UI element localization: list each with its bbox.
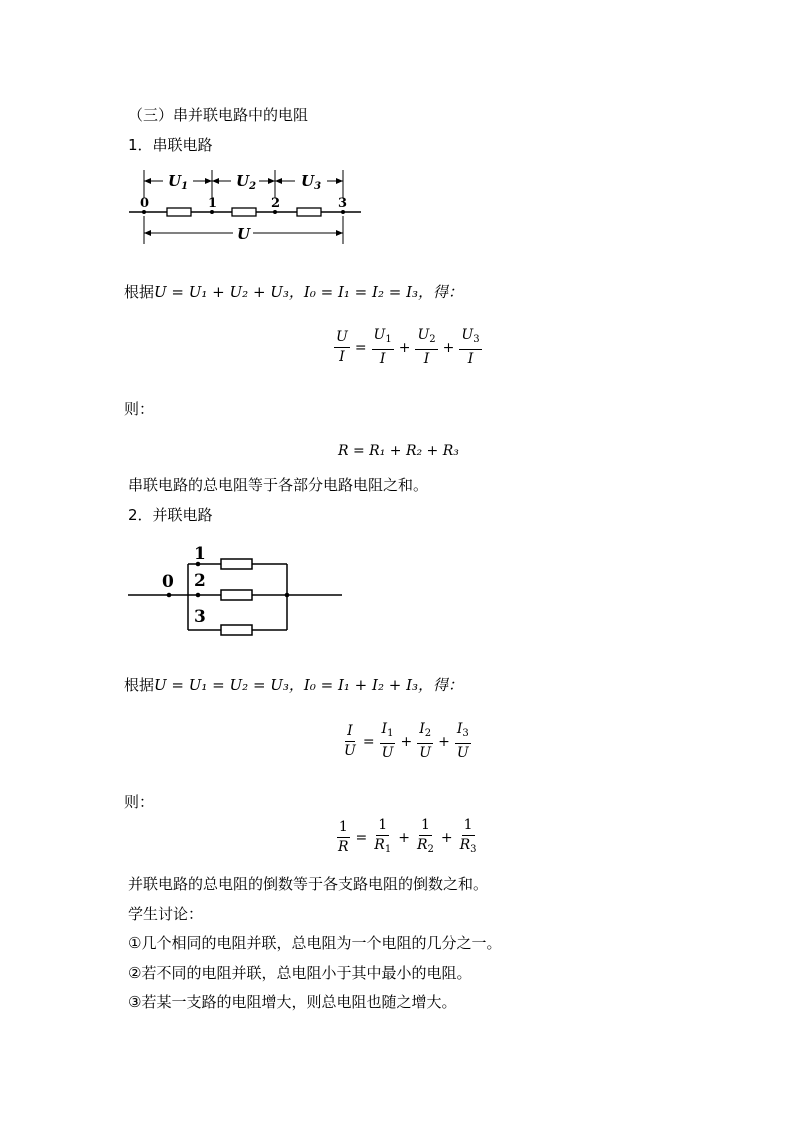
series-equation-2: R = R₁ + R₂ + R₃ (338, 443, 459, 459)
series-equation-1: $\frac{U}{I}$ = $\frac{U_1}{I}$ + $\frac{U_2}{I}$ + $\frac{U_3}{I}$ (336, 327, 480, 367)
parallel-then: 则： (124, 793, 155, 811)
series-resistor-1 (167, 208, 191, 216)
parallel-premise: 根据U = U₁ = U₂ = U₃，I₀ = I₁ + I₂ + I₃，得： (124, 676, 464, 694)
series-circuit-diagram (125, 162, 365, 248)
parallel-equation-2: $\frac{1}{R}$ = $\frac{1}{R_1}$ + $\frac{1}{R_2}$ + $\frac{1}{R_3}$ (338, 817, 477, 855)
parallel-node-2: 2 (194, 571, 206, 591)
series-resistor-2 (232, 208, 256, 216)
parallel-conclusion: 并联电路的总电阻的倒数等于各支路电阻的倒数之和。 (128, 875, 489, 893)
parallel-resistor-3 (221, 625, 252, 635)
discussion-item-3: ③若某一支路的电阻增大，则总电阻也随之增大。 (128, 993, 457, 1011)
u2-label: $U_2$ (236, 172, 257, 192)
parallel-resistor-1 (221, 559, 252, 569)
discussion-item-2: ②若不同的电阻并联，总电阻小于其中最小的电阻。 (128, 964, 472, 982)
series-node-0: 0 (140, 196, 150, 211)
total-u-label: U (237, 225, 251, 243)
discussion-item-1: ①几个相同的电阻并联，总电阻为一个电阻的几分之一。 (128, 934, 502, 952)
series-title: 1．串联电路 (128, 136, 213, 154)
series-premise: 根据U = U₁ + U₂ + U₃，I₀ = I₁ = I₂ = I₃，得： (124, 283, 464, 301)
section-heading: （三）串并联电路中的电阻 (128, 106, 309, 124)
series-then: 则： (124, 400, 155, 418)
u1-label: $U_1$ (168, 172, 189, 192)
parallel-title: 2．并联电路 (128, 506, 213, 524)
parallel-equation-1: $\frac{I}{U}$ = $\frac{I_1}{U}$ + $\frac{I_2}{U}$ + $\frac{I_3}{U}$ (344, 721, 469, 761)
series-node-2: 2 (271, 196, 281, 211)
series-resistor-3 (297, 208, 321, 216)
u3-label: $U_3$ (301, 172, 322, 192)
discussion-title: 学生讨论： (128, 905, 204, 923)
series-conclusion: 串联电路的总电阻等于各部分电路电阻之和。 (128, 476, 429, 494)
parallel-node-3: 3 (194, 607, 206, 627)
parallel-circuit-diagram (124, 542, 346, 638)
series-node-3: 3 (338, 196, 348, 211)
parallel-resistor-2 (221, 590, 252, 600)
parallel-node-1: 1 (194, 544, 206, 564)
parallel-node-0: 0 (162, 572, 174, 592)
series-node-1: 1 (208, 196, 218, 211)
